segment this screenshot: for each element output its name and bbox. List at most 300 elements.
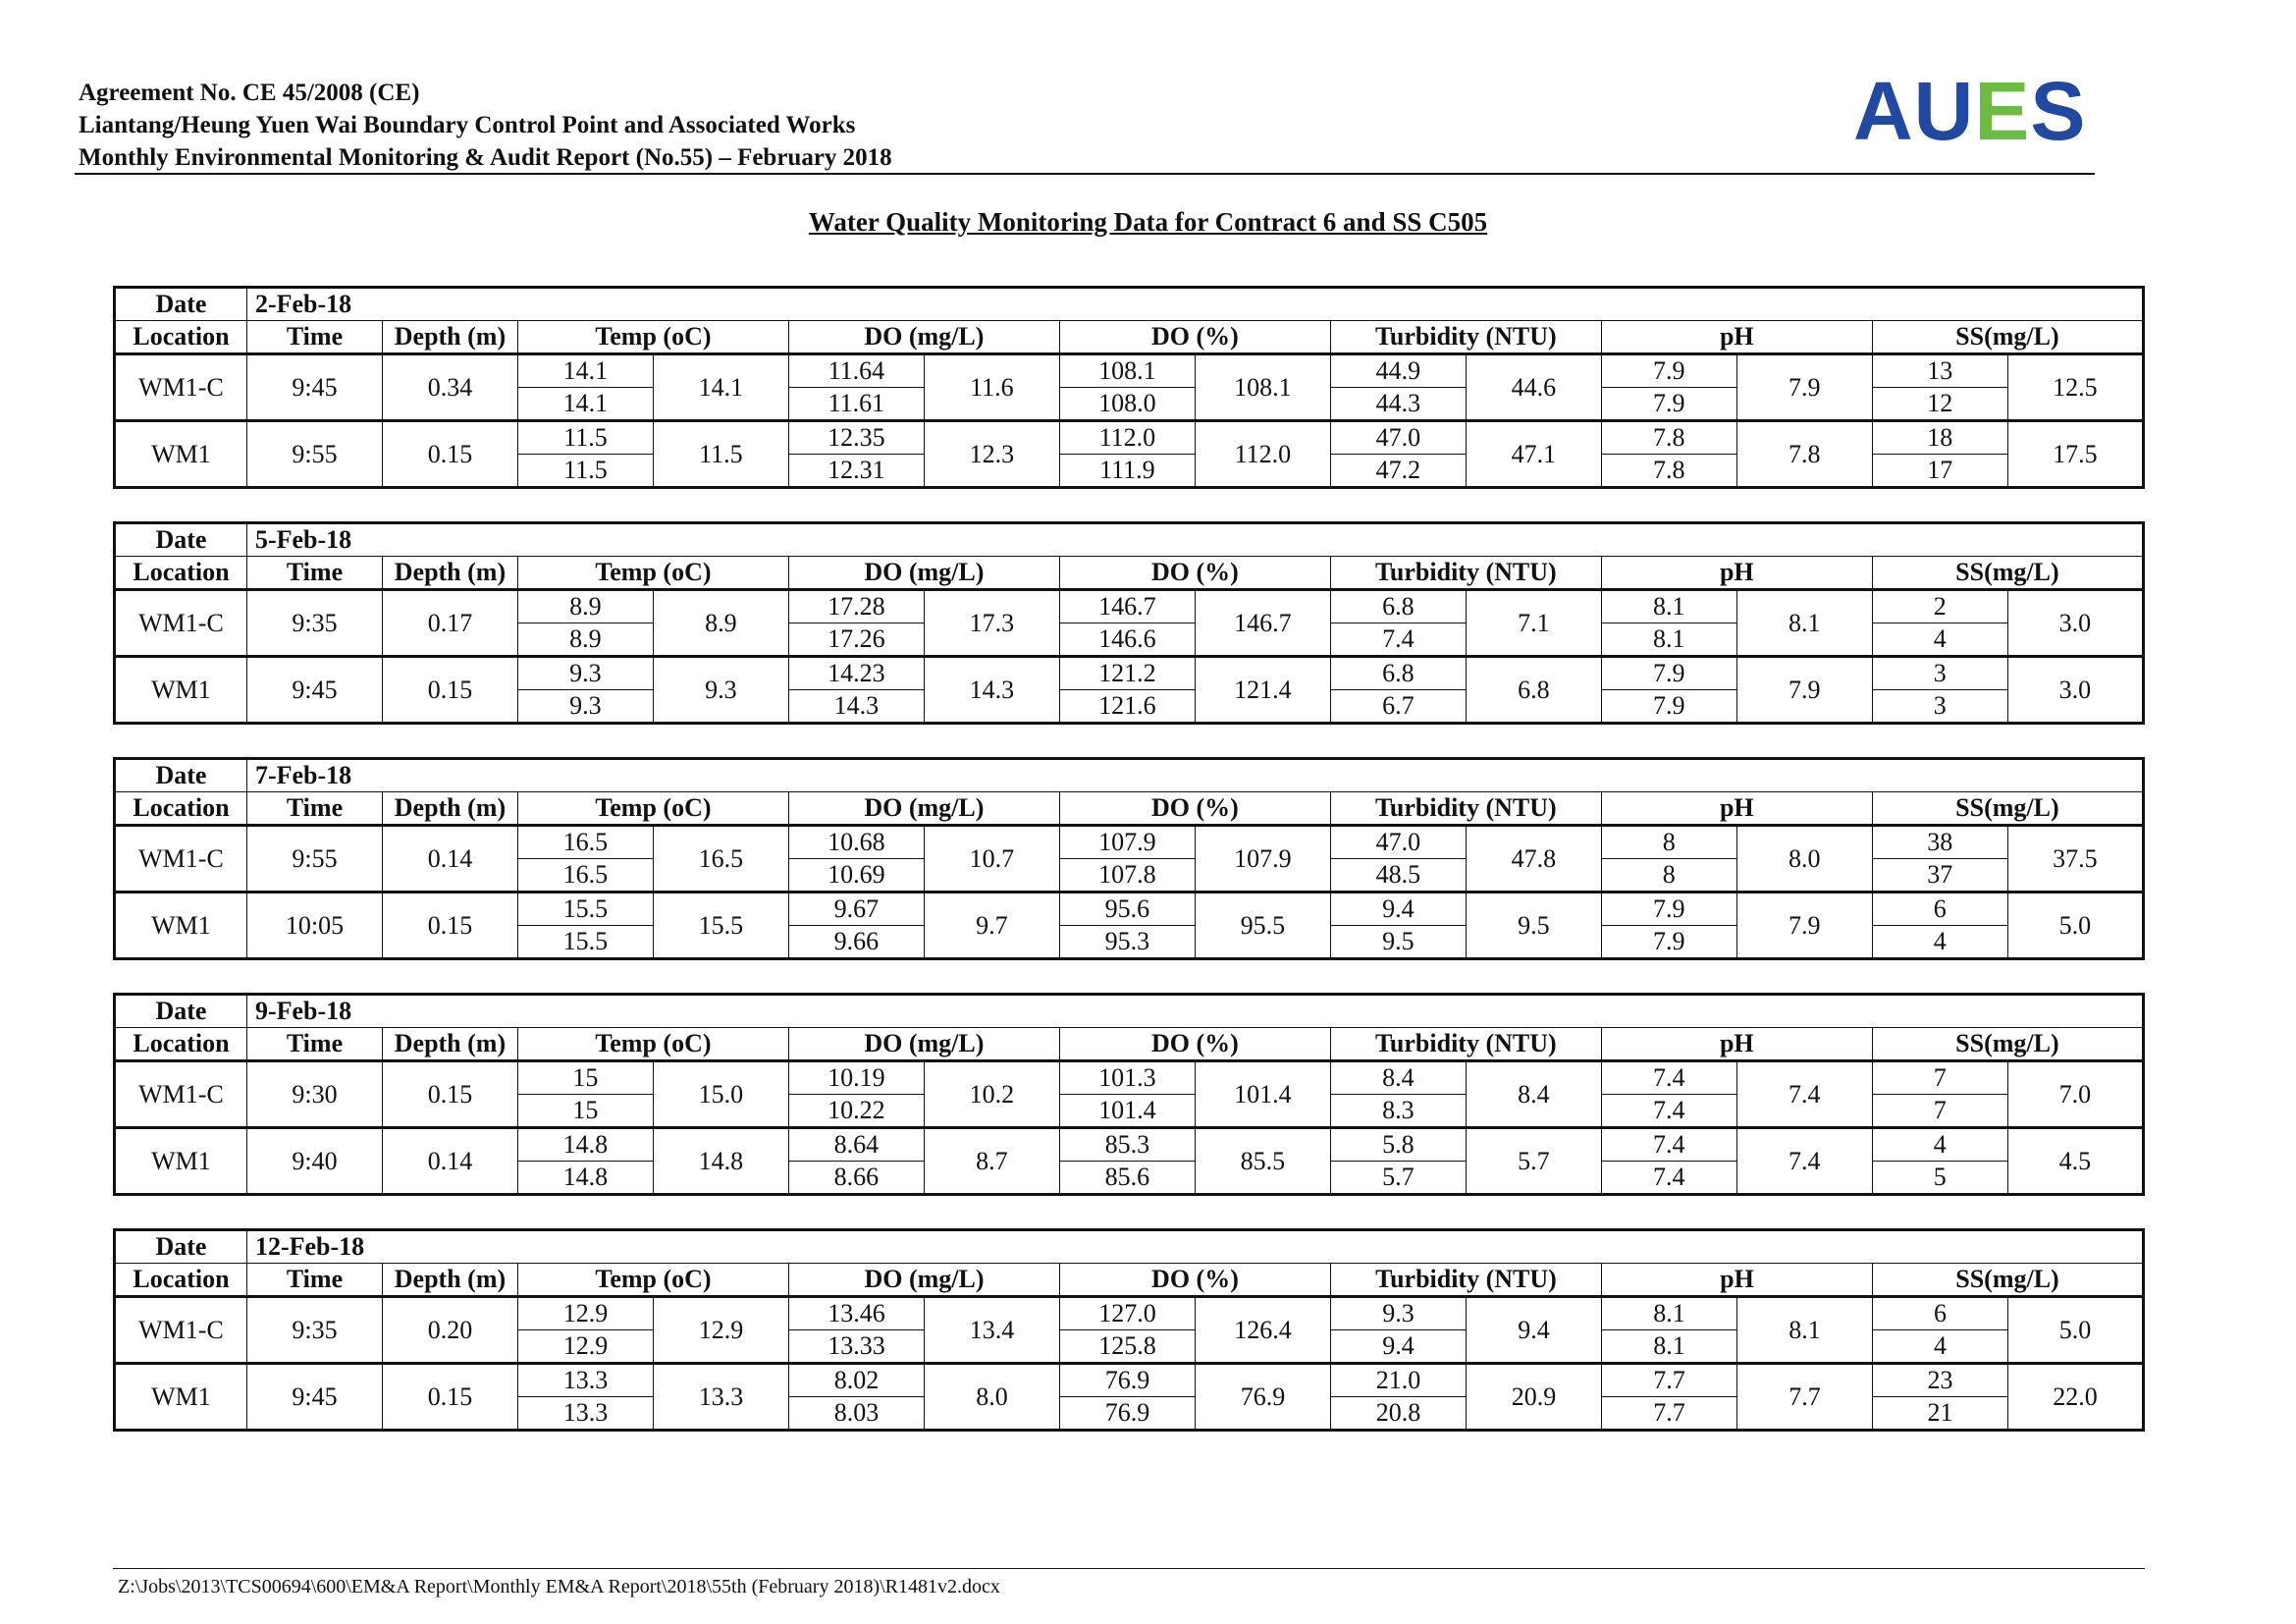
ss-header: SS(mg/L) — [1872, 792, 2143, 826]
location-cell: WM1-C — [115, 1297, 247, 1364]
ss-reading-1: 18 — [1872, 421, 2007, 455]
do-mgl-reading-1: 12.35 — [788, 421, 924, 455]
do-mgl-average: 14.3 — [924, 657, 1059, 724]
depth-cell: 0.15 — [382, 1364, 517, 1431]
do-mgl-reading-1: 11.64 — [788, 354, 924, 388]
agreement-number: Agreement No. CE 45/2008 (CE) — [79, 80, 420, 106]
table-row — [115, 1061, 2144, 1095]
do-pct-header: DO (%) — [1059, 321, 1330, 354]
do-pct-average: 107.9 — [1195, 826, 1330, 893]
turbidity-header: Turbidity (NTU) — [1330, 557, 1601, 590]
date-value: 7-Feb-18 — [246, 759, 2143, 792]
turbidity-average: 47.8 — [1466, 826, 1601, 893]
do-pct-reading-1: 146.7 — [1059, 590, 1195, 623]
column-header-row — [115, 1028, 2144, 1061]
depth-header: Depth (m) — [382, 321, 517, 354]
date-value: 5-Feb-18 — [246, 523, 2143, 557]
do-mgl-header: DO (mg/L) — [788, 1264, 1059, 1297]
ph-reading-1: 7.7 — [1601, 1364, 1736, 1397]
ph-average: 7.4 — [1736, 1061, 1872, 1128]
temp-reading-2: 16.5 — [517, 859, 653, 893]
turbidity-average: 6.8 — [1466, 657, 1601, 724]
ss-average: 5.0 — [2007, 1297, 2143, 1364]
do-mgl-average: 8.7 — [924, 1128, 1059, 1195]
time-header: Time — [246, 1264, 382, 1297]
temp-reading-1: 15.5 — [517, 893, 653, 926]
turbidity-reading-1: 21.0 — [1330, 1364, 1466, 1397]
time-cell: 9:45 — [246, 1364, 382, 1431]
ss-reading-2: 12 — [1872, 388, 2007, 421]
temp-reading-1: 14.8 — [517, 1128, 653, 1162]
temp-average: 11.5 — [653, 421, 788, 488]
depth-cell: 0.15 — [382, 893, 517, 959]
do-mgl-average: 13.4 — [924, 1297, 1059, 1364]
page-title: Water Quality Monitoring Data for Contract 6 and SS C505 — [808, 207, 1488, 237]
date-value: 9-Feb-18 — [246, 995, 2143, 1028]
turbidity-average: 8.4 — [1466, 1061, 1601, 1128]
turbidity-reading-2: 7.4 — [1330, 623, 1466, 657]
depth-cell: 0.15 — [382, 421, 517, 488]
temp-reading-2: 8.9 — [517, 623, 653, 657]
do-pct-reading-2: 111.9 — [1059, 455, 1195, 488]
temp-header: Temp (oC) — [517, 321, 788, 354]
ss-reading-2: 21 — [1872, 1397, 2007, 1431]
ss-reading-1: 23 — [1872, 1364, 2007, 1397]
location-header: Location — [115, 321, 247, 354]
ph-reading-1: 7.8 — [1601, 421, 1736, 455]
ss-reading-1: 6 — [1872, 893, 2007, 926]
temp-header: Temp (oC) — [517, 792, 788, 826]
do-pct-average: 95.5 — [1195, 893, 1330, 959]
temp-header: Temp (oC) — [517, 1264, 788, 1297]
do-mgl-header: DO (mg/L) — [788, 321, 1059, 354]
ph-header: pH — [1601, 557, 1872, 590]
temp-reading-1: 8.9 — [517, 590, 653, 623]
table-row — [115, 893, 2144, 926]
temp-reading-2: 14.1 — [517, 388, 653, 421]
ss-reading-1: 3 — [1872, 657, 2007, 690]
turbidity-header: Turbidity (NTU) — [1330, 792, 1601, 826]
ph-average: 8.1 — [1736, 590, 1872, 657]
do-pct-reading-2: 108.0 — [1059, 388, 1195, 421]
turbidity-header: Turbidity (NTU) — [1330, 1264, 1601, 1297]
ph-reading-1: 7.4 — [1601, 1128, 1736, 1162]
temp-header: Temp (oC) — [517, 557, 788, 590]
turbidity-reading-1: 47.0 — [1330, 826, 1466, 859]
ss-average: 3.0 — [2007, 657, 2143, 724]
footer-file-path: Z:\Jobs\2013\TCS00694\600\EM&A Report\Monthly EM&A Report\2018\55th (February 2018)\R1481v2.docx — [118, 1576, 1000, 1597]
ph-reading-1: 7.4 — [1601, 1061, 1736, 1095]
date-value: 12-Feb-18 — [246, 1230, 2143, 1264]
do-mgl-reading-2: 14.3 — [788, 690, 924, 724]
ss-reading-2: 3 — [1872, 690, 2007, 724]
ss-reading-1: 38 — [1872, 826, 2007, 859]
do-mgl-average: 10.7 — [924, 826, 1059, 893]
do-mgl-header: DO (mg/L) — [788, 557, 1059, 590]
date-value: 2-Feb-18 — [246, 288, 2143, 321]
depth-header: Depth (m) — [382, 1028, 517, 1061]
time-cell: 9:40 — [246, 1128, 382, 1195]
column-header-row — [115, 1264, 2144, 1297]
turbidity-average: 44.6 — [1466, 354, 1601, 421]
do-pct-reading-2: 85.6 — [1059, 1162, 1195, 1195]
ph-reading-2: 8 — [1601, 859, 1736, 893]
location-cell: WM1-C — [115, 590, 247, 657]
temp-reading-2: 15.5 — [517, 926, 653, 959]
turbidity-reading-1: 6.8 — [1330, 590, 1466, 623]
turbidity-header: Turbidity (NTU) — [1330, 321, 1601, 354]
turbidity-reading-2: 9.4 — [1330, 1330, 1466, 1364]
ss-reading-1: 6 — [1872, 1297, 2007, 1330]
temp-reading-1: 11.5 — [517, 421, 653, 455]
aues-logo — [1853, 67, 2086, 155]
date-row — [115, 995, 2144, 1028]
do-mgl-reading-2: 10.69 — [788, 859, 924, 893]
date-row — [115, 288, 2144, 321]
do-pct-average: 126.4 — [1195, 1297, 1330, 1364]
ss-average: 7.0 — [2007, 1061, 2143, 1128]
do-mgl-reading-1: 14.23 — [788, 657, 924, 690]
data-table-9-feb-18 — [113, 993, 2145, 1196]
depth-cell: 0.14 — [382, 826, 517, 893]
ph-reading-1: 7.9 — [1601, 657, 1736, 690]
do-pct-average: 101.4 — [1195, 1061, 1330, 1128]
ss-reading-1: 2 — [1872, 590, 2007, 623]
turbidity-reading-1: 8.4 — [1330, 1061, 1466, 1095]
do-pct-reading-1: 95.6 — [1059, 893, 1195, 926]
date-row — [115, 759, 2144, 792]
ss-reading-2: 4 — [1872, 926, 2007, 959]
do-mgl-reading-1: 9.67 — [788, 893, 924, 926]
do-pct-reading-1: 85.3 — [1059, 1128, 1195, 1162]
do-pct-header: DO (%) — [1059, 1264, 1330, 1297]
ss-average: 12.5 — [2007, 354, 2143, 421]
time-cell: 9:55 — [246, 826, 382, 893]
temp-average: 12.9 — [653, 1297, 788, 1364]
temp-reading-1: 9.3 — [517, 657, 653, 690]
table-row — [115, 657, 2144, 690]
turbidity-reading-1: 5.8 — [1330, 1128, 1466, 1162]
ph-reading-2: 7.9 — [1601, 388, 1736, 421]
ph-reading-2: 7.4 — [1601, 1095, 1736, 1128]
temp-reading-2: 11.5 — [517, 455, 653, 488]
table-row — [115, 826, 2144, 859]
table-row — [115, 421, 2144, 455]
temp-average: 14.1 — [653, 354, 788, 421]
temp-reading-1: 14.1 — [517, 354, 653, 388]
date-label: Date — [115, 288, 247, 321]
do-mgl-reading-2: 8.03 — [788, 1397, 924, 1431]
ph-reading-2: 7.4 — [1601, 1162, 1736, 1195]
date-label: Date — [115, 759, 247, 792]
do-pct-reading-1: 107.9 — [1059, 826, 1195, 859]
time-header: Time — [246, 321, 382, 354]
do-pct-average: 76.9 — [1195, 1364, 1330, 1431]
temp-reading-2: 13.3 — [517, 1397, 653, 1431]
time-header: Time — [246, 792, 382, 826]
temp-header: Temp (oC) — [517, 1028, 788, 1061]
ph-reading-1: 7.9 — [1601, 893, 1736, 926]
temp-average: 15.5 — [653, 893, 788, 959]
do-mgl-reading-2: 17.26 — [788, 623, 924, 657]
do-pct-reading-2: 95.3 — [1059, 926, 1195, 959]
logo-text-au: AU — [1853, 65, 1975, 157]
ss-average: 17.5 — [2007, 421, 2143, 488]
location-header: Location — [115, 557, 247, 590]
turbidity-reading-2: 5.7 — [1330, 1162, 1466, 1195]
do-mgl-reading-2: 13.33 — [788, 1330, 924, 1364]
do-mgl-average: 12.3 — [924, 421, 1059, 488]
ph-reading-2: 8.1 — [1601, 623, 1736, 657]
ph-reading-2: 7.9 — [1601, 926, 1736, 959]
ph-reading-2: 8.1 — [1601, 1330, 1736, 1364]
ss-reading-2: 17 — [1872, 455, 2007, 488]
temp-average: 16.5 — [653, 826, 788, 893]
table-row — [115, 590, 2144, 623]
date-label: Date — [115, 523, 247, 557]
turbidity-reading-2: 20.8 — [1330, 1397, 1466, 1431]
time-cell: 9:45 — [246, 657, 382, 724]
do-pct-average: 108.1 — [1195, 354, 1330, 421]
location-header: Location — [115, 1028, 247, 1061]
do-mgl-average: 10.2 — [924, 1061, 1059, 1128]
turbidity-reading-1: 47.0 — [1330, 421, 1466, 455]
report-name: Monthly Environmental Monitoring & Audit Report (No.55) – February 2018 — [79, 144, 892, 171]
do-mgl-reading-1: 8.64 — [788, 1128, 924, 1162]
date-row — [115, 1230, 2144, 1264]
do-pct-average: 85.5 — [1195, 1128, 1330, 1195]
ss-average: 22.0 — [2007, 1364, 2143, 1431]
do-pct-reading-2: 125.8 — [1059, 1330, 1195, 1364]
depth-cell: 0.15 — [382, 657, 517, 724]
ph-header: pH — [1601, 792, 1872, 826]
depth-cell: 0.15 — [382, 1061, 517, 1128]
depth-cell: 0.34 — [382, 354, 517, 421]
do-mgl-reading-1: 13.46 — [788, 1297, 924, 1330]
temp-average: 14.8 — [653, 1128, 788, 1195]
temp-reading-2: 12.9 — [517, 1330, 653, 1364]
temp-reading-2: 9.3 — [517, 690, 653, 724]
ss-reading-1: 4 — [1872, 1128, 2007, 1162]
turbidity-reading-2: 9.5 — [1330, 926, 1466, 959]
ss-reading-2: 4 — [1872, 623, 2007, 657]
do-mgl-reading-1: 17.28 — [788, 590, 924, 623]
depth-cell: 0.20 — [382, 1297, 517, 1364]
date-row — [115, 523, 2144, 557]
ph-reading-1: 7.9 — [1601, 354, 1736, 388]
ss-reading-1: 7 — [1872, 1061, 2007, 1095]
time-cell: 9:55 — [246, 421, 382, 488]
logo-text-e: E — [1974, 65, 2031, 157]
ss-reading-2: 7 — [1872, 1095, 2007, 1128]
ph-reading-1: 8.1 — [1601, 1297, 1736, 1330]
temp-average: 9.3 — [653, 657, 788, 724]
ph-reading-1: 8.1 — [1601, 590, 1736, 623]
logo-text-s: S — [2030, 65, 2087, 157]
ss-average: 4.5 — [2007, 1128, 2143, 1195]
ss-header: SS(mg/L) — [1872, 321, 2143, 354]
depth-header: Depth (m) — [382, 1264, 517, 1297]
turbidity-average: 5.7 — [1466, 1128, 1601, 1195]
data-table-2-feb-18 — [113, 286, 2145, 489]
do-pct-average: 112.0 — [1195, 421, 1330, 488]
data-table-5-feb-18 — [113, 521, 2145, 725]
table-row — [115, 1297, 2144, 1330]
do-pct-reading-2: 101.4 — [1059, 1095, 1195, 1128]
time-cell: 10:05 — [246, 893, 382, 959]
ss-average: 3.0 — [2007, 590, 2143, 657]
turbidity-average: 7.1 — [1466, 590, 1601, 657]
do-mgl-reading-2: 9.66 — [788, 926, 924, 959]
date-label: Date — [115, 995, 247, 1028]
time-cell: 9:35 — [246, 590, 382, 657]
turbidity-reading-2: 6.7 — [1330, 690, 1466, 724]
data-table-7-feb-18 — [113, 757, 2145, 960]
do-pct-header: DO (%) — [1059, 1028, 1330, 1061]
ph-average: 7.8 — [1736, 421, 1872, 488]
column-header-row — [115, 321, 2144, 354]
turbidity-reading-2: 47.2 — [1330, 455, 1466, 488]
do-mgl-average: 17.3 — [924, 590, 1059, 657]
report-header — [79, 77, 2096, 174]
location-cell: WM1 — [115, 1128, 247, 1195]
ph-average: 8.0 — [1736, 826, 1872, 893]
do-mgl-reading-1: 8.02 — [788, 1364, 924, 1397]
ss-reading-2: 4 — [1872, 1330, 2007, 1364]
turbidity-reading-2: 44.3 — [1330, 388, 1466, 421]
do-mgl-reading-1: 10.68 — [788, 826, 924, 859]
time-cell: 9:35 — [246, 1297, 382, 1364]
temp-reading-2: 14.8 — [517, 1162, 653, 1195]
depth-header: Depth (m) — [382, 557, 517, 590]
turbidity-reading-1: 6.8 — [1330, 657, 1466, 690]
do-mgl-average: 9.7 — [924, 893, 1059, 959]
location-cell: WM1-C — [115, 354, 247, 421]
do-mgl-reading-1: 10.19 — [788, 1061, 924, 1095]
ss-reading-2: 37 — [1872, 859, 2007, 893]
turbidity-average: 20.9 — [1466, 1364, 1601, 1431]
header-divider — [75, 173, 2095, 175]
ph-reading-2: 7.8 — [1601, 455, 1736, 488]
do-pct-header: DO (%) — [1059, 557, 1330, 590]
temp-average: 8.9 — [653, 590, 788, 657]
ss-average: 5.0 — [2007, 893, 2143, 959]
turbidity-average: 9.4 — [1466, 1297, 1601, 1364]
do-pct-reading-1: 101.3 — [1059, 1061, 1195, 1095]
do-pct-header: DO (%) — [1059, 792, 1330, 826]
location-cell: WM1 — [115, 1364, 247, 1431]
location-header: Location — [115, 1264, 247, 1297]
turbidity-reading-1: 9.4 — [1330, 893, 1466, 926]
ss-reading-1: 13 — [1872, 354, 2007, 388]
table-row — [115, 1128, 2144, 1162]
location-cell: WM1 — [115, 657, 247, 724]
ss-header: SS(mg/L) — [1872, 1028, 2143, 1061]
do-pct-reading-2: 121.6 — [1059, 690, 1195, 724]
project-name: Liantang/Heung Yuen Wai Boundary Control Point and Associated Works — [79, 112, 856, 138]
data-table-12-feb-18 — [113, 1228, 2145, 1432]
depth-cell: 0.14 — [382, 1128, 517, 1195]
column-header-row — [115, 792, 2144, 826]
do-pct-average: 146.7 — [1195, 590, 1330, 657]
do-mgl-header: DO (mg/L) — [788, 792, 1059, 826]
do-pct-reading-1: 76.9 — [1059, 1364, 1195, 1397]
do-pct-reading-1: 112.0 — [1059, 421, 1195, 455]
temp-reading-1: 12.9 — [517, 1297, 653, 1330]
depth-cell: 0.17 — [382, 590, 517, 657]
depth-header: Depth (m) — [382, 792, 517, 826]
column-header-row — [115, 557, 2144, 590]
table-row — [115, 1364, 2144, 1397]
turbidity-reading-2: 48.5 — [1330, 859, 1466, 893]
turbidity-reading-1: 44.9 — [1330, 354, 1466, 388]
temp-reading-2: 15 — [517, 1095, 653, 1128]
ph-header: pH — [1601, 321, 1872, 354]
do-pct-reading-1: 127.0 — [1059, 1297, 1195, 1330]
ph-reading-1: 8 — [1601, 826, 1736, 859]
table-row — [115, 354, 2144, 388]
turbidity-average: 9.5 — [1466, 893, 1601, 959]
ss-header: SS(mg/L) — [1872, 1264, 2143, 1297]
temp-average: 15.0 — [653, 1061, 788, 1128]
do-pct-average: 121.4 — [1195, 657, 1330, 724]
do-pct-reading-1: 108.1 — [1059, 354, 1195, 388]
ph-header: pH — [1601, 1264, 1872, 1297]
temp-reading-1: 15 — [517, 1061, 653, 1095]
location-cell: WM1 — [115, 893, 247, 959]
do-mgl-reading-2: 8.66 — [788, 1162, 924, 1195]
location-cell: WM1-C — [115, 1061, 247, 1128]
time-header: Time — [246, 1028, 382, 1061]
turbidity-reading-2: 8.3 — [1330, 1095, 1466, 1128]
do-mgl-reading-2: 12.31 — [788, 455, 924, 488]
ss-header: SS(mg/L) — [1872, 557, 2143, 590]
ph-average: 7.9 — [1736, 354, 1872, 421]
ph-header: pH — [1601, 1028, 1872, 1061]
turbidity-average: 47.1 — [1466, 421, 1601, 488]
do-pct-reading-2: 76.9 — [1059, 1397, 1195, 1431]
do-pct-reading-2: 146.6 — [1059, 623, 1195, 657]
temp-reading-1: 16.5 — [517, 826, 653, 859]
ph-average: 7.7 — [1736, 1364, 1872, 1431]
do-pct-reading-1: 121.2 — [1059, 657, 1195, 690]
ph-reading-2: 7.9 — [1601, 690, 1736, 724]
do-pct-reading-2: 107.8 — [1059, 859, 1195, 893]
do-mgl-average: 8.0 — [924, 1364, 1059, 1431]
ss-average: 37.5 — [2007, 826, 2143, 893]
footer-divider — [113, 1568, 2145, 1569]
do-mgl-reading-2: 11.61 — [788, 388, 924, 421]
temp-reading-1: 13.3 — [517, 1364, 653, 1397]
location-cell: WM1 — [115, 421, 247, 488]
turbidity-reading-1: 9.3 — [1330, 1297, 1466, 1330]
temp-average: 13.3 — [653, 1364, 788, 1431]
monitoring-tables — [113, 286, 2145, 1464]
turbidity-header: Turbidity (NTU) — [1330, 1028, 1601, 1061]
ph-average: 8.1 — [1736, 1297, 1872, 1364]
do-mgl-reading-2: 10.22 — [788, 1095, 924, 1128]
time-header: Time — [246, 557, 382, 590]
ph-reading-2: 7.7 — [1601, 1397, 1736, 1431]
time-cell: 9:45 — [246, 354, 382, 421]
do-mgl-average: 11.6 — [924, 354, 1059, 421]
location-header: Location — [115, 792, 247, 826]
ph-average: 7.9 — [1736, 657, 1872, 724]
time-cell: 9:30 — [246, 1061, 382, 1128]
date-label: Date — [115, 1230, 247, 1264]
ss-reading-2: 5 — [1872, 1162, 2007, 1195]
do-mgl-header: DO (mg/L) — [788, 1028, 1059, 1061]
